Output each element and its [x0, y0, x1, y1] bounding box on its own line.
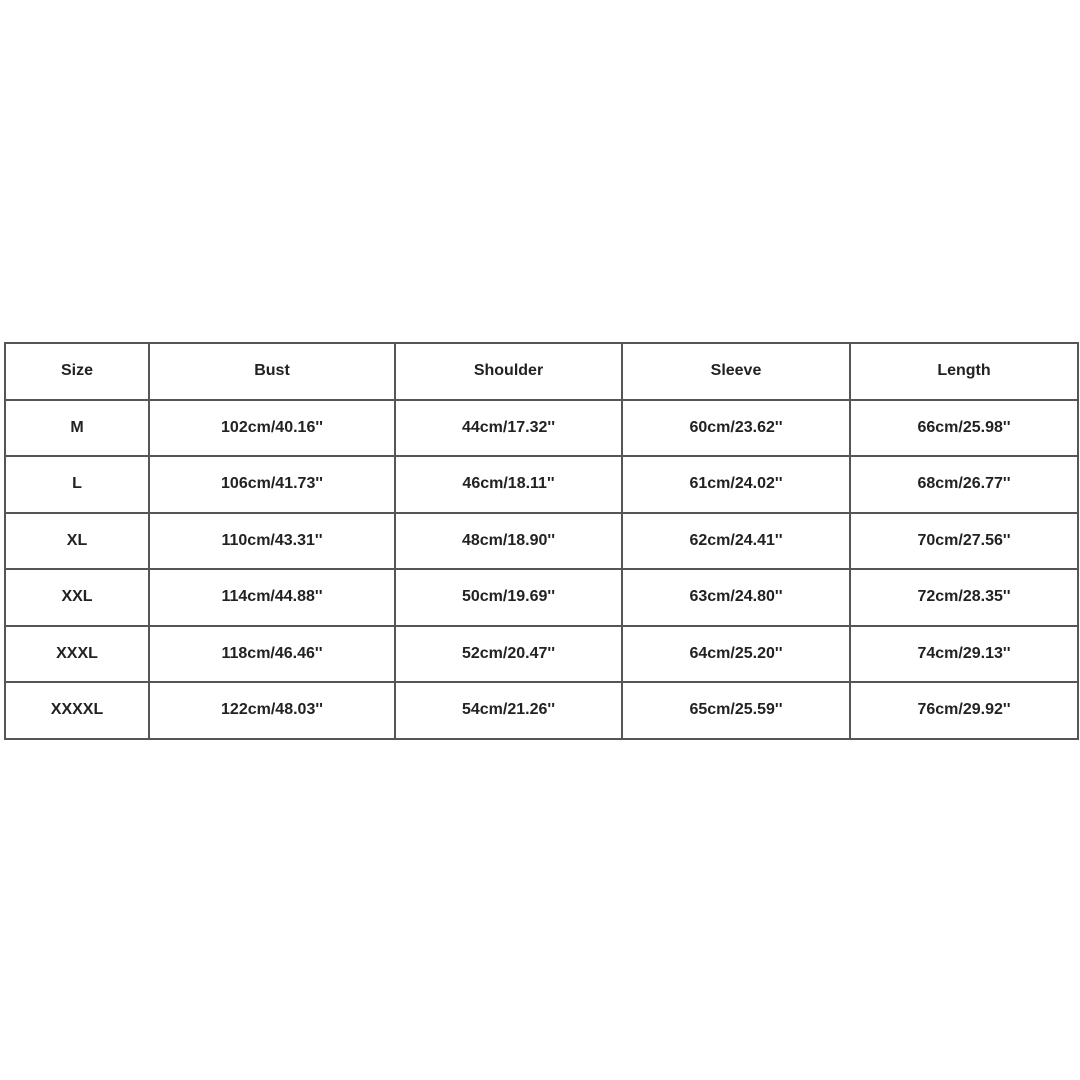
header-length: Length: [850, 343, 1078, 400]
cell-size: XXL: [5, 569, 149, 626]
header-shoulder: Shoulder: [395, 343, 622, 400]
cell-sleeve: 64cm/25.20'': [622, 626, 850, 683]
header-size: Size: [5, 343, 149, 400]
cell-shoulder: 52cm/20.47'': [395, 626, 622, 683]
cell-size: XXXXL: [5, 682, 149, 739]
cell-length: 72cm/28.35'': [850, 569, 1078, 626]
cell-bust: 106cm/41.73'': [149, 456, 395, 513]
header-sleeve: Sleeve: [622, 343, 850, 400]
cell-bust: 102cm/40.16'': [149, 400, 395, 457]
table-row: [5, 569, 1078, 626]
cell-shoulder: 44cm/17.32'': [395, 400, 622, 457]
cell-bust: 118cm/46.46'': [149, 626, 395, 683]
cell-shoulder: 50cm/19.69'': [395, 569, 622, 626]
table-header-row: [5, 343, 1078, 400]
cell-sleeve: 60cm/23.62'': [622, 400, 850, 457]
cell-sleeve: 61cm/24.02'': [622, 456, 850, 513]
cell-bust: 122cm/48.03'': [149, 682, 395, 739]
cell-bust: 114cm/44.88'': [149, 569, 395, 626]
cell-sleeve: 63cm/24.80'': [622, 569, 850, 626]
header-bust: Bust: [149, 343, 395, 400]
table-row: [5, 513, 1078, 570]
cell-shoulder: 54cm/21.26'': [395, 682, 622, 739]
cell-length: 70cm/27.56'': [850, 513, 1078, 570]
table-row: [5, 456, 1078, 513]
cell-bust: 110cm/43.31'': [149, 513, 395, 570]
cell-size: L: [5, 456, 149, 513]
size-chart-table: [4, 342, 1079, 740]
cell-size: XXXL: [5, 626, 149, 683]
cell-length: 68cm/26.77'': [850, 456, 1078, 513]
cell-size: XL: [5, 513, 149, 570]
table-row: [5, 682, 1078, 739]
cell-shoulder: 48cm/18.90'': [395, 513, 622, 570]
cell-length: 66cm/25.98'': [850, 400, 1078, 457]
cell-shoulder: 46cm/18.11'': [395, 456, 622, 513]
cell-length: 74cm/29.13'': [850, 626, 1078, 683]
cell-sleeve: 65cm/25.59'': [622, 682, 850, 739]
table-row: [5, 400, 1078, 457]
cell-size: M: [5, 400, 149, 457]
cell-sleeve: 62cm/24.41'': [622, 513, 850, 570]
table-row: [5, 626, 1078, 683]
cell-length: 76cm/29.92'': [850, 682, 1078, 739]
